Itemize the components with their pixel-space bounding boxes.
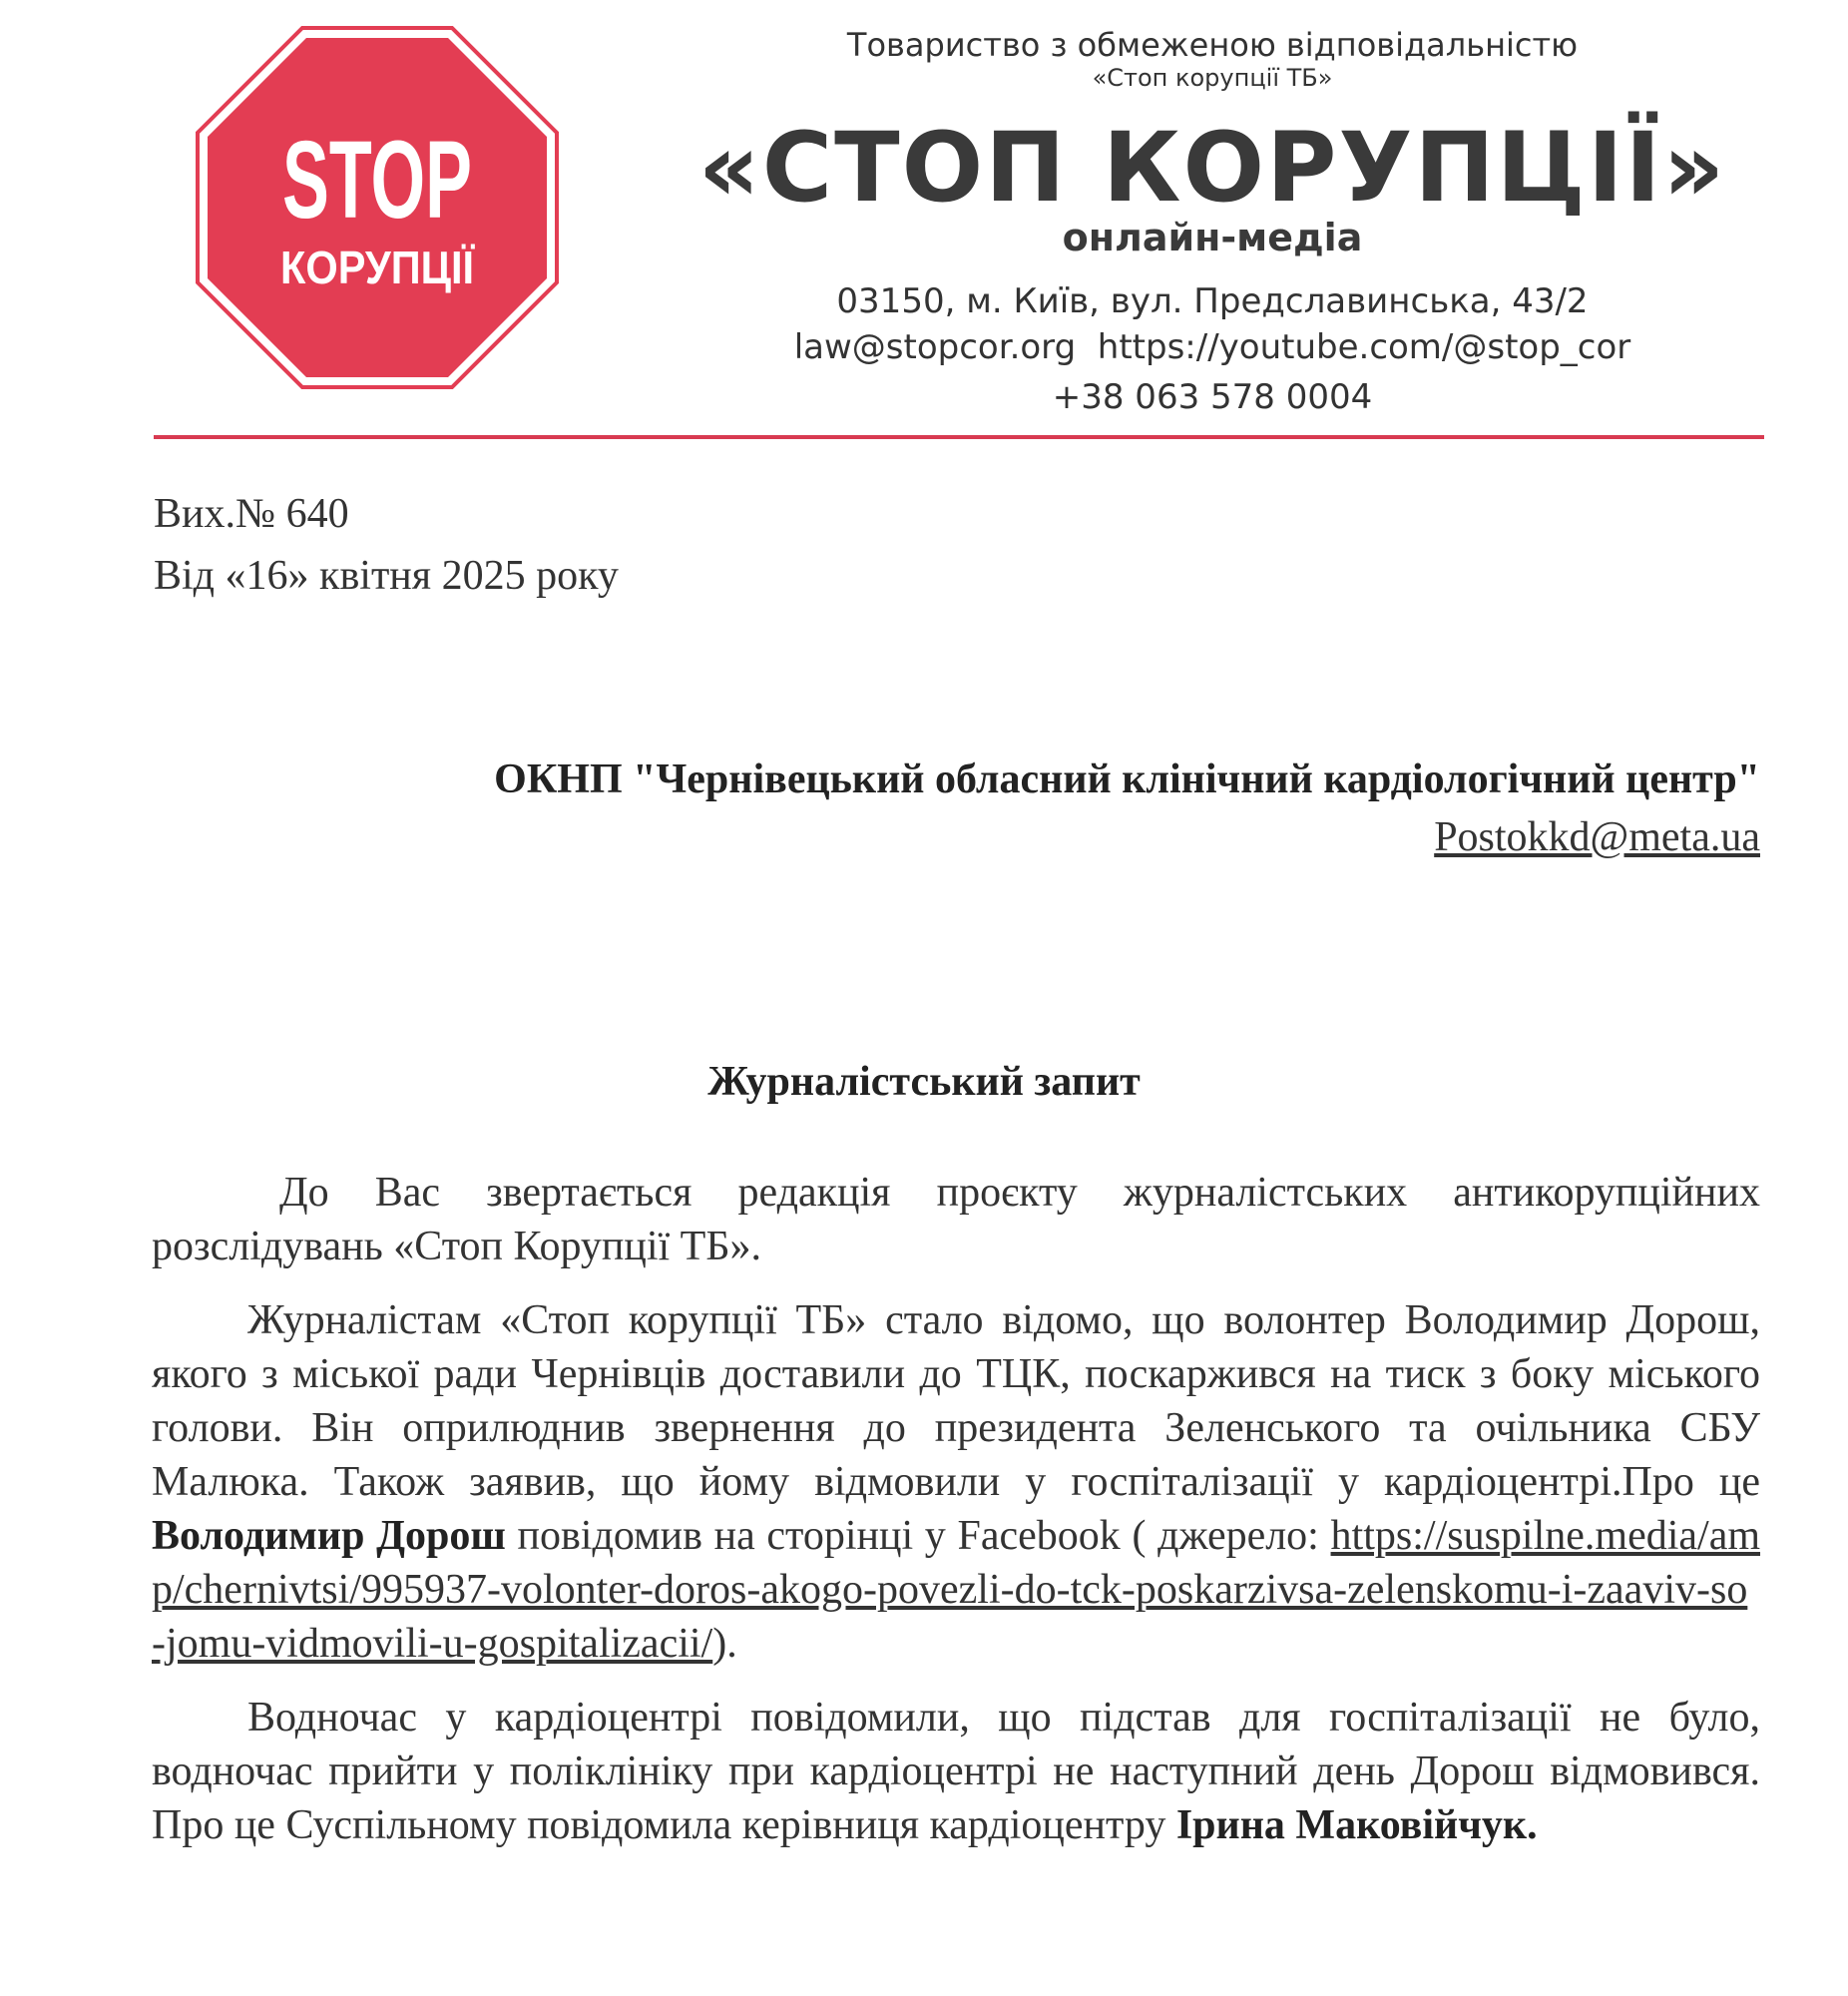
addressee-org: ОКНП "Чернівецький обласний клінічний кардіологічний центр" xyxy=(494,756,1760,802)
paragraph-1: До Вас звертається редакція проєкту журналістських антикорупційних розслідувань «Стоп Корупції ТБ». xyxy=(152,1170,1760,1269)
company-full-name: Товариство з обмеженою відповідальністю xyxy=(846,26,1579,64)
letter-date: Від «16» квітня 2025 року xyxy=(154,553,619,599)
logo-stop-text: STOP xyxy=(282,119,472,242)
paragraph-3-end: . xyxy=(1527,1802,1538,1848)
addressee-email[interactable]: Postokkd@meta.ua xyxy=(1434,814,1760,860)
paragraph-2-text: Журналістам «Стоп корупції ТБ» стало відомо, що волонтер Володимир Дорош, якого з міської ради Чернівців доставили до ТЦК, поскаржився на тиск з боку міського голови. Він оприлюднив звернення до президента Зеленського та очільника СБУ Малюка. Також заявив, що йому відмовили у госпіталізації у кардіоцентрі.Про це xyxy=(152,1297,1760,1505)
company-short-name: «Стоп корупції ТБ» xyxy=(1092,64,1333,92)
paragraph-2-source-intro: повідомив на сторінці у Facebook ( джерело: xyxy=(517,1513,1319,1559)
company-address: 03150, м. Київ, вул. Предславинська, 43/2 xyxy=(836,281,1589,321)
outgoing-number-block xyxy=(154,483,619,607)
paragraph-3 xyxy=(152,1691,1760,1852)
person-name-dorosh: Володимир Дорош xyxy=(152,1513,506,1559)
paragraph-2 xyxy=(152,1293,1760,1671)
stop-sign-logo xyxy=(196,26,559,389)
brand-title: «СТОП КОРУПЦІЇ» xyxy=(697,112,1727,224)
addressee-block xyxy=(494,750,1760,866)
paragraph-3-text: Водночас у кардіоцентрі повідомили, що підстав для госпіталізації не було, водночас прийти у поліклініку при кардіоцентрі не наступний день Дорош відмовився. Про це Суспільному повідомила керівниця кардіоцентру xyxy=(152,1695,1760,1848)
outgoing-number: Вих.№ 640 xyxy=(154,491,349,537)
company-youtube-link[interactable]: https://youtube.com/@stop_cor xyxy=(1097,327,1631,367)
header-divider xyxy=(154,435,1764,439)
company-email[interactable]: law@stopcor.org xyxy=(793,327,1077,367)
logo-korupcii-text: КОРУПЦІЇ xyxy=(280,242,476,293)
person-name-makoviichuk: Ірина Маковійчук xyxy=(1175,1802,1528,1848)
brand-subtitle: онлайн-медіа xyxy=(1062,216,1363,259)
source-link[interactable]: https://suspilne.media/amp/chernivtsi/995937-volonter-doros-akogo-povezli-do-tck-poskarzivsa-zelenskomu-i-zaaviv-so-jomu-vidmovili-u-gospitalizacii/ xyxy=(152,1513,1761,1667)
company-contacts xyxy=(639,327,1786,367)
paragraph-2-end: ). xyxy=(712,1621,737,1667)
letter-body xyxy=(152,1166,1760,1872)
document-title: Журналістський запит xyxy=(707,1059,1141,1105)
company-phone: +38 063 578 0004 xyxy=(1052,377,1373,417)
